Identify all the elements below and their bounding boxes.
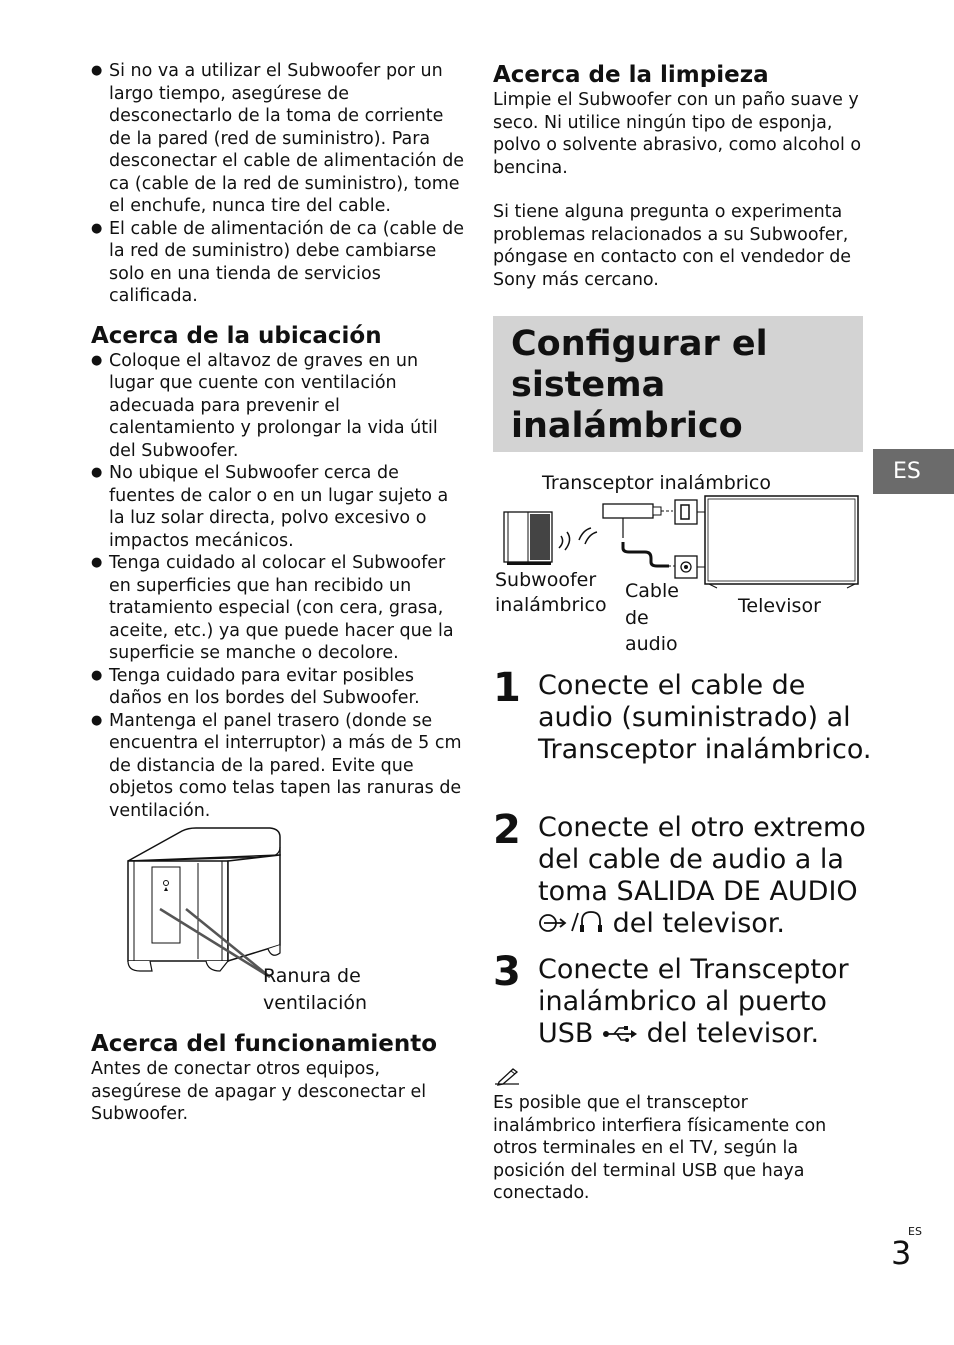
limpieza-text: Limpie el Subwoofer con un paño suave y seco. Ni utilice ningún tipo de esponja, polvo o solvente abrasivo, como alcohol o bencina. bbox=[493, 90, 862, 178]
step-text-b: del televisor. bbox=[604, 908, 785, 939]
diagram-label-cable-2: de bbox=[625, 607, 649, 629]
contact-text: Si tiene alguna pregunta o experimenta problemas relacionados a su Subwoofer, póngase en contacto con el vendedor de Sony más cercano. bbox=[493, 202, 852, 290]
step-3 bbox=[493, 949, 873, 1050]
step-2 bbox=[493, 807, 873, 940]
subwoofer-illustration bbox=[120, 825, 290, 980]
step-text: Conecte el cable de audio (suministrado) al Transceptor inalámbrico. bbox=[538, 670, 872, 765]
section-heading-ubicacion: Acerca de la ubicación bbox=[91, 322, 382, 349]
note-text: Es posible que el transceptor inalámbrico interfiera físicamente con otros terminales en el TV, según la posición del terminal USB que haya conectado. bbox=[493, 1093, 827, 1203]
section-heading-funcionamiento: Acerca del funcionamiento bbox=[91, 1031, 438, 1057]
diagram-label-transceptor: Transceptor inalámbrico bbox=[542, 472, 771, 494]
audio-out-headphone-icon bbox=[538, 909, 604, 935]
list-item: ● Si no va a utilizar el Subwoofer por un largo tiempo, asegúrese de desconectarlo de la toma de corriente de la pared (red de suministro). Para desconectar el cable de alimentación de ca (cable de la red de suministro), tome el enchufe, nunca tire del cable. bbox=[91, 60, 466, 218]
language-tab: ES bbox=[873, 449, 954, 494]
section-title-box bbox=[493, 316, 863, 452]
list-item: ● No ubique el Subwoofer cerca de fuentes de calor o en un lugar sujeto a la luz solar directa, polvo excesivo o impactos mecánicos. bbox=[91, 462, 466, 552]
ranura-label-2: ventilación bbox=[263, 992, 368, 1014]
step-text-a: Conecte el Transceptor inalámbrico al puerto USB bbox=[538, 954, 849, 1049]
diagram-label-subwoofer-1: Subwoofer bbox=[495, 569, 597, 591]
diagram-label-cable-1: Cable bbox=[625, 580, 679, 602]
note-pencil-icon bbox=[493, 1066, 523, 1088]
funcionamiento-text: Antes de conectar otros equipos, asegúrese de apagar y desconectar el Subwoofer. bbox=[91, 1059, 427, 1124]
step-text bbox=[538, 812, 873, 940]
section-heading-limpieza: Acerca de la limpieza bbox=[493, 62, 769, 88]
limpieza-section bbox=[493, 61, 868, 291]
diagram-label-subwoofer-2: inalámbrico bbox=[495, 594, 607, 616]
step-number: 1 bbox=[493, 665, 521, 711]
list-item: ● Coloque el altavoz de graves en un lugar que cuente con ventilación adecuada para prevenir el calentamiento y prolongar la vida útil del Subwoofer. bbox=[91, 350, 466, 463]
power-bullets bbox=[91, 60, 466, 308]
left-column bbox=[91, 60, 466, 822]
step-number: 3 bbox=[493, 949, 521, 995]
step-number: 2 bbox=[493, 807, 521, 853]
diagram-label-televisor: Televisor bbox=[738, 595, 821, 617]
diagram-label-cable-3: audio bbox=[625, 633, 678, 655]
step-text bbox=[538, 954, 873, 1050]
funcionamiento-section bbox=[91, 1030, 466, 1126]
ranura-label-1: Ranura de bbox=[263, 965, 361, 987]
location-bullets bbox=[91, 350, 466, 823]
step-1 bbox=[493, 665, 873, 766]
list-item: ● Mantenga el panel trasero (donde se encuentra el interruptor) a más de 5 cm de distancia de la pared. Evite que objetos como telas tapen las ranuras de ventilación. bbox=[91, 710, 466, 823]
list-item: ● Tenga cuidado al colocar el Subwoofer en superficies que han recibido un tratamiento especial (con cera, grasa, aceite, etc.) ya que puede hacer que la superficie se manche o decolore. bbox=[91, 552, 466, 665]
list-item: ● El cable de alimentación de ca (cable de la red de suministro) debe cambiarse solo en una tienda de servicios calificada. bbox=[91, 218, 466, 308]
step-text-a: Conecte el otro extremo del cable de audio a la toma SALIDA DE AUDIO bbox=[538, 812, 866, 907]
usb-icon bbox=[602, 1024, 638, 1044]
page-number-suffix: ES bbox=[908, 1225, 922, 1238]
page-number: 3 bbox=[891, 1234, 912, 1272]
page-title: Configurar el sistema inalámbrico bbox=[511, 324, 768, 446]
list-item: ● Tenga cuidado para evitar posibles daños en los bordes del Subwoofer. bbox=[91, 665, 466, 710]
step-text-b: del televisor. bbox=[638, 1018, 820, 1049]
